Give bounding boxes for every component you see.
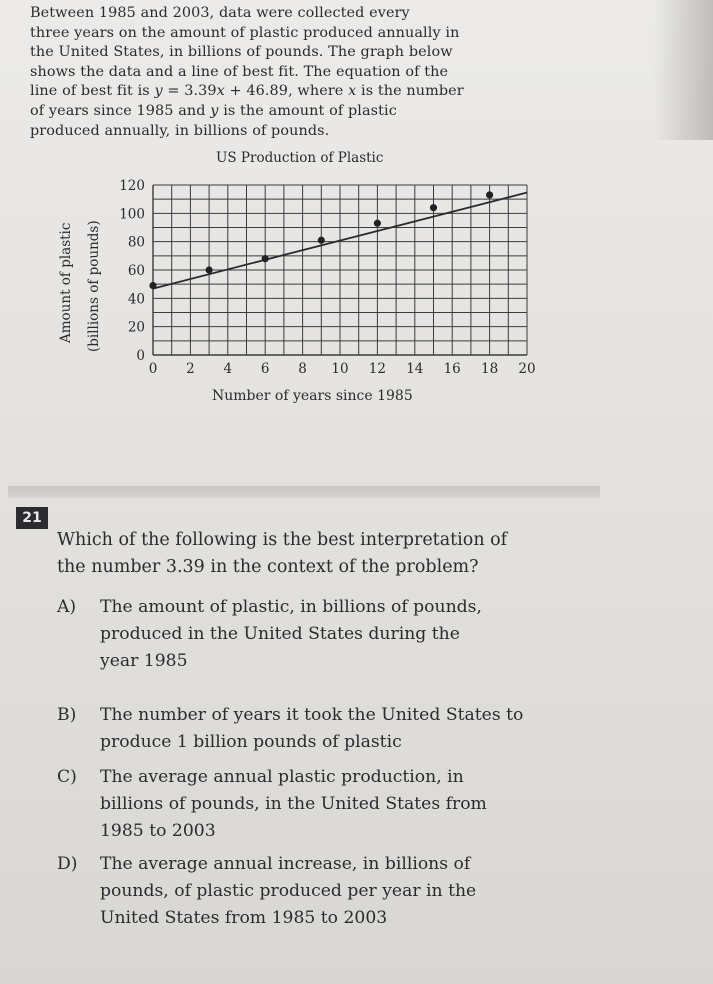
x-tick-label: 4	[223, 361, 233, 377]
data-point	[486, 191, 493, 198]
data-point	[430, 204, 437, 211]
intro-line: of years since 1985 and y is the amount of plastic	[30, 102, 397, 119]
x-tick-label: 8	[298, 361, 307, 377]
choice-text: The average annual increase, in billions of	[100, 854, 471, 874]
choice-text: billions of pounds, in the United States from	[100, 794, 487, 814]
data-point	[374, 220, 381, 227]
x-tick-label: 14	[406, 361, 424, 377]
y-axis-label: Amount of plastic	[58, 222, 74, 343]
x-axis-label: Number of years since 1985	[212, 388, 413, 404]
choice-text: produced in the United States during the	[100, 624, 460, 644]
choice-letter: B)	[57, 705, 77, 725]
y-tick-label: 80	[127, 234, 145, 251]
choice-text: pounds, of plastic produced per year in the	[100, 881, 477, 901]
data-point	[318, 237, 325, 244]
choice-a[interactable]	[57, 594, 617, 675]
choice-letter: A)	[57, 597, 77, 617]
x-tick-label: 12	[368, 361, 386, 377]
intro-line: Between 1985 and 2003, data were collected every	[30, 5, 410, 21]
choice-d[interactable]	[57, 851, 617, 932]
data-point	[206, 266, 213, 273]
choice-text: 1985 to 2003	[100, 821, 216, 841]
choice-letter: D)	[57, 854, 78, 874]
choice-text: The average annual plastic production, in	[100, 767, 464, 787]
choice-text: year 1985	[100, 651, 188, 671]
choice-text: United States from 1985 to 2003	[100, 908, 388, 928]
choice-letter: C)	[57, 767, 77, 787]
question-line: Which of the following is the best interpretation of	[57, 530, 508, 550]
x-tick-label: 16	[443, 361, 461, 377]
y-tick-label: 100	[119, 206, 145, 223]
chart-title: US Production of Plastic	[216, 150, 384, 166]
question-stem	[57, 527, 617, 581]
question-line: the number 3.39 in the context of the problem?	[57, 557, 479, 577]
y-tick-label: 0	[136, 348, 145, 364]
x-tick-label: 18	[481, 361, 499, 377]
choice-text: produce 1 billion pounds of plastic	[100, 732, 402, 752]
section-divider	[8, 486, 600, 498]
y-tick-label: 60	[127, 263, 145, 279]
choice-text: The amount of plastic, in billions of pounds,	[100, 597, 482, 617]
x-tick-label: 0	[148, 361, 158, 377]
x-tick-label: 2	[186, 361, 195, 377]
question-number-badge: 21	[16, 507, 48, 529]
data-point	[149, 282, 156, 289]
y-tick-label: 120	[119, 178, 145, 194]
data-point	[262, 255, 269, 262]
y-tick-label: 20	[127, 319, 145, 336]
choice-b[interactable]	[57, 702, 617, 756]
x-tick-label: 6	[260, 361, 270, 377]
y-tick-label: 40	[127, 291, 145, 308]
intro-line: three years on the amount of plastic produced annually in	[30, 24, 460, 41]
intro-line: shows the data and a line of best fit. The equation of the	[30, 63, 449, 80]
x-tick-label: 10	[331, 361, 349, 377]
intro-line: produced annually, in billions of pounds.	[30, 122, 330, 139]
scatter-chart	[0, 0, 713, 420]
x-tick-label: 20	[518, 361, 536, 377]
choice-c[interactable]	[57, 764, 617, 845]
choice-text: The number of years it took the United States to	[100, 705, 524, 725]
intro-line: the United States, in billions of pounds. The graph below	[30, 44, 453, 61]
y-axis-label-units: (billions of pounds)	[86, 220, 102, 352]
intro-equation-line: line of best fit is y = 3.39x + 46.89, where x is the number	[30, 83, 464, 100]
